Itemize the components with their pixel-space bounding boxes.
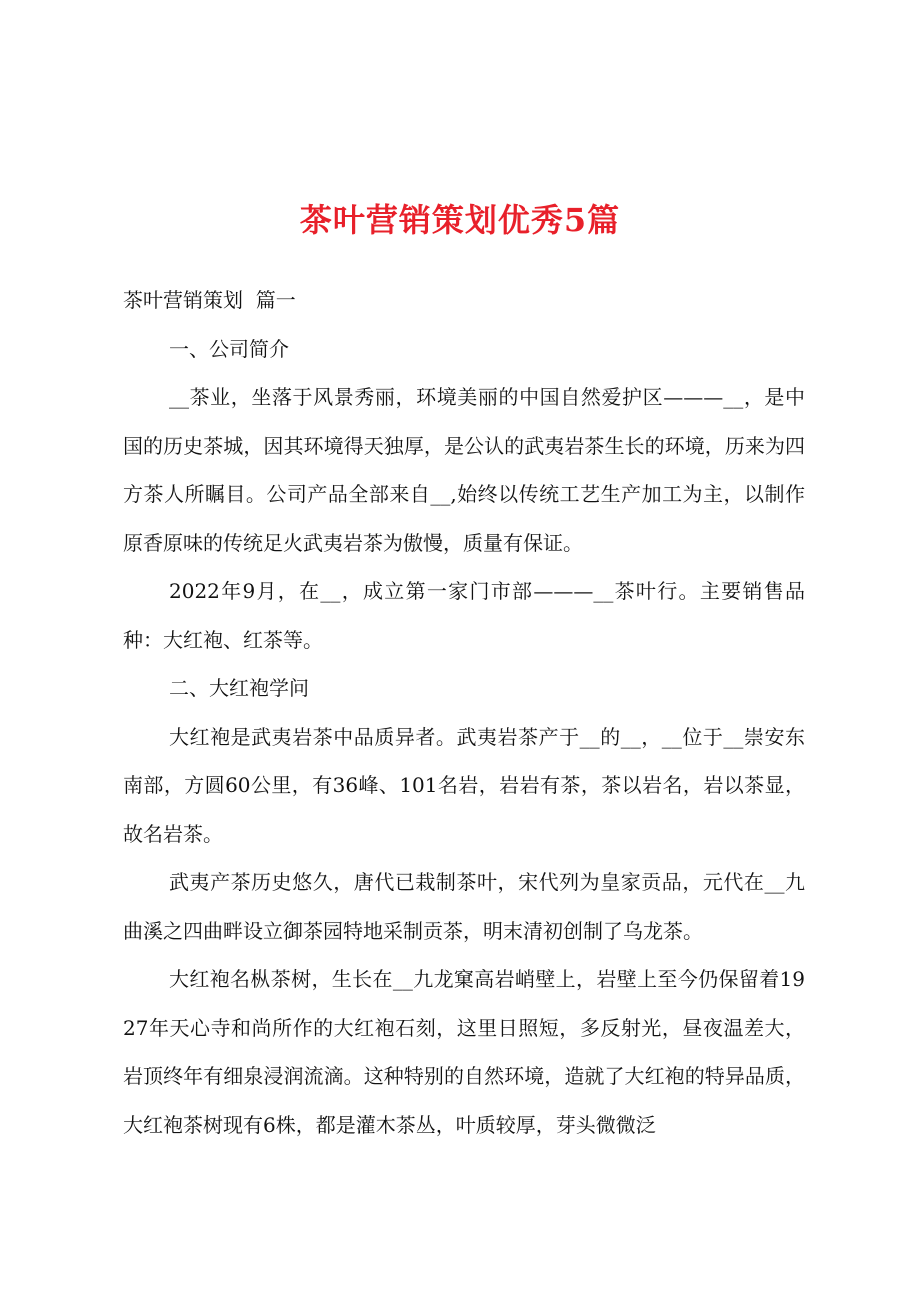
- paragraph-tea-history: 武夷产茶历史悠久，唐代已栽制茶叶，宋代列为皇家贡品，元代在__九曲溪之四曲畔设立御茶园特地采制贡茶，明末清初创制了乌龙茶。: [123, 870, 805, 943]
- paragraph-company-intro: __茶业，坐落于风景秀丽，环境美丽的中国自然爱护区———__，是中国的历史茶城，因其环境得天独厚，是公认的武夷岩茶生长的环境，历来为四方茶人所瞩目。公司产品全部来自__,始终以传统工艺生产加工为主，以制作原香原味的传统足火武夷岩茶为傲慢，质量有保证。: [123, 385, 805, 555]
- paragraph-wuyi-rock-tea: 大红袍是武夷岩茶中品质异者。武夷岩茶产于__的__，__位于__崇安东南部，方圆60公里，有36峰、101名岩，岩岩有茶，茶以岩名，岩以茶显，故名岩茶。: [123, 724, 805, 846]
- paragraph-store-founding: 2022年9月，在__，成立第一家门市部———__茶叶行。主要销售品种：大红袍、红茶等。: [123, 579, 805, 652]
- document-body: [123, 276, 805, 1149]
- subsection-heading-dahongpao: 二、大红袍学问: [169, 676, 309, 700]
- section-heading: 茶叶营销策划 篇一: [123, 288, 296, 312]
- paragraph-mother-trees: 大红袍名枞茶树，生长在__九龙窠高岩峭壁上，岩壁上至今仍保留着1927年天心寺和尚所作的大红袍石刻，这里日照短，多反射光，昼夜温差大，岩顶终年有细泉浸润流滴。这种特别的自然环境，造就了大红袍的特异品质，大红袍茶树现有6株，都是灌木茶丛，叶质较厚，芽头微微泛: [123, 967, 805, 1137]
- document-title: 茶叶营销策划优秀5篇: [299, 201, 621, 239]
- subsection-heading-company-intro: 一、公司简介: [169, 336, 289, 361]
